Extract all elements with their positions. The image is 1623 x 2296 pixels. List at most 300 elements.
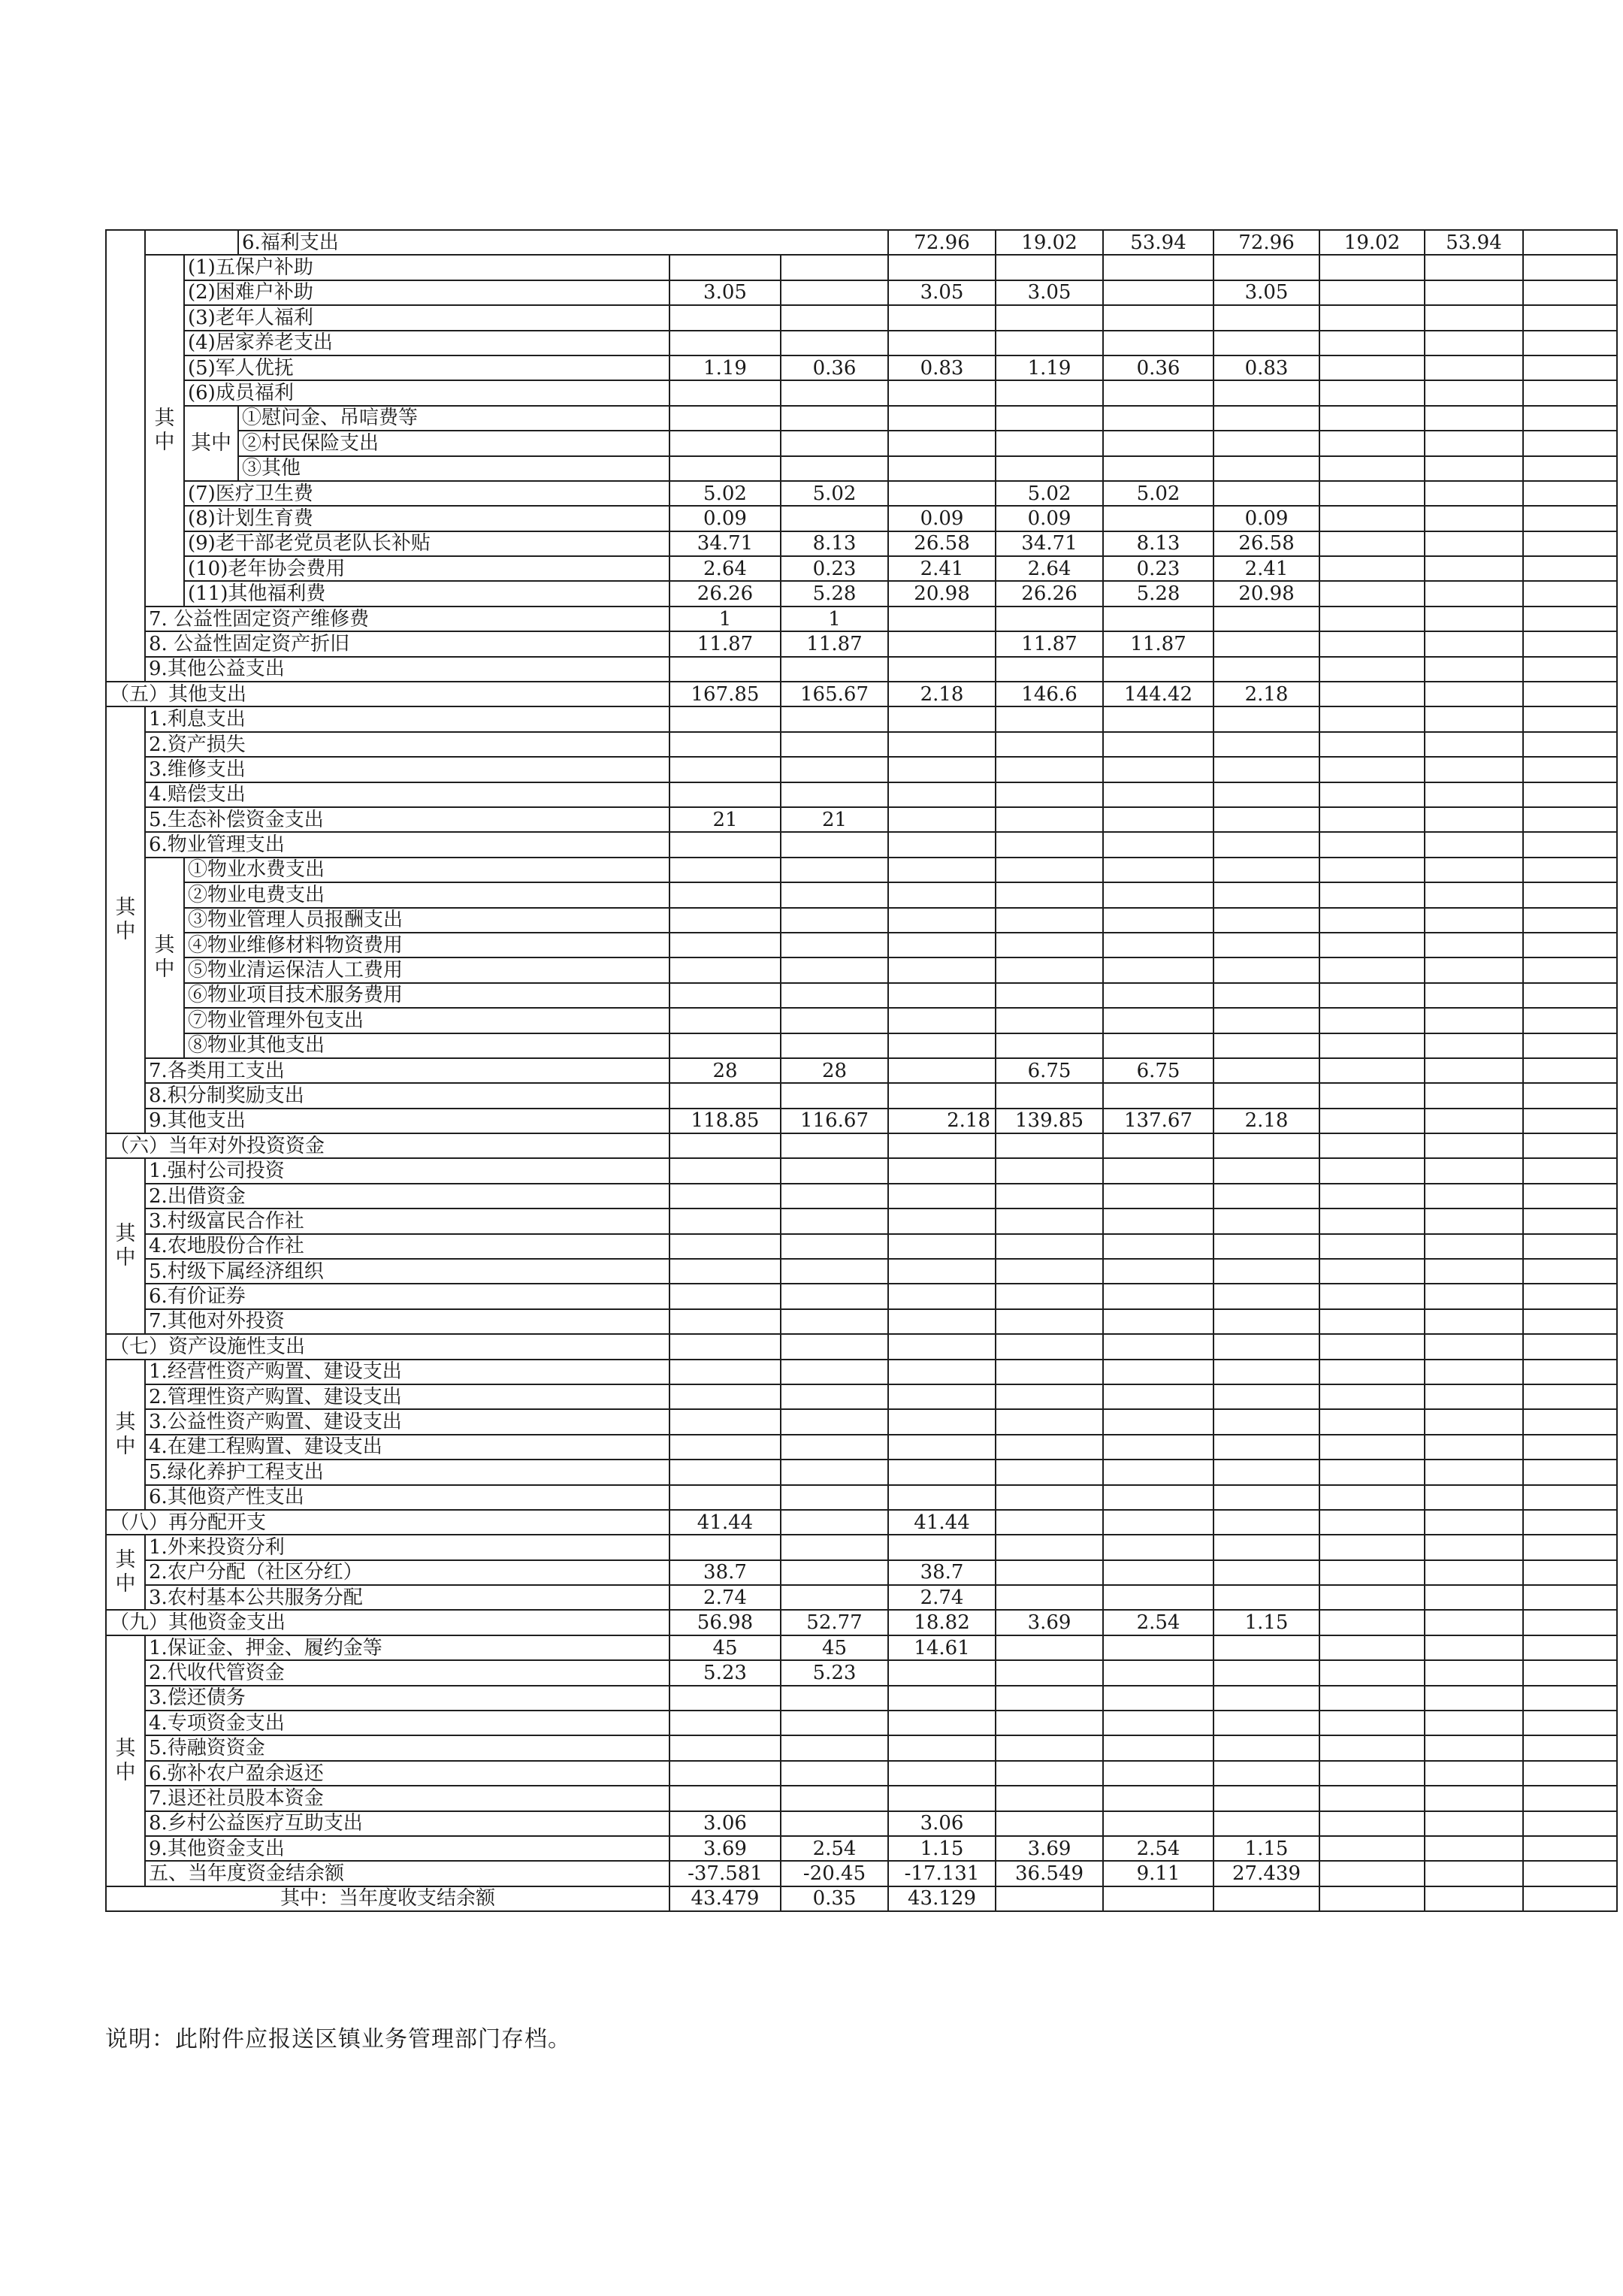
row-label: （七）资产设施性支出 [106, 1334, 669, 1359]
value-cell [669, 331, 781, 355]
value-cell [888, 1711, 996, 1735]
table-row [106, 832, 1617, 857]
value-cell [1425, 255, 1523, 280]
row-label: 2.代收代管资金 [145, 1660, 669, 1685]
value-cell [1213, 305, 1319, 330]
value-cell [781, 1133, 888, 1158]
row-label: (7)医疗卫生费 [184, 481, 669, 506]
value-cell [1319, 1209, 1425, 1233]
row-label: 6.福利支出 [238, 230, 888, 255]
value-cell [781, 1234, 888, 1259]
value-cell [1213, 957, 1319, 982]
table-row [106, 581, 1617, 606]
value-cell [1319, 1109, 1425, 1133]
value-cell [996, 1510, 1103, 1535]
row-label: 1.经营性资产购置、建设支出 [145, 1360, 669, 1384]
value-cell [888, 1284, 996, 1308]
value-cell [1425, 331, 1523, 355]
value-cell [1425, 1460, 1523, 1484]
value-cell [781, 456, 888, 481]
row-label: （五）其他支出 [106, 682, 669, 706]
value-cell [1523, 1735, 1617, 1760]
value-cell [1103, 1686, 1213, 1711]
value-cell: 2.41 [888, 556, 996, 581]
table-row [106, 1360, 1617, 1384]
value-cell [996, 1711, 1103, 1735]
value-cell [1523, 782, 1617, 807]
value-cell [1319, 1861, 1425, 1886]
value-cell [1319, 1158, 1425, 1183]
value-cell [1103, 607, 1213, 631]
row-label: 3.农村基本公共服务分配 [145, 1585, 669, 1610]
value-cell [1103, 1158, 1213, 1183]
value-cell [1213, 1886, 1319, 1911]
value-cell [669, 782, 781, 807]
value-cell [888, 1083, 996, 1108]
value-cell [888, 757, 996, 782]
row-label: 6.物业管理支出 [145, 832, 669, 857]
value-cell [1103, 1133, 1213, 1158]
value-cell [888, 908, 996, 933]
value-cell [1213, 1309, 1319, 1334]
value-cell [1319, 331, 1425, 355]
value-cell [1319, 1836, 1425, 1861]
row-label: 6.弥补农户盈余返还 [145, 1761, 669, 1786]
value-cell [1103, 983, 1213, 1008]
value-cell [781, 1811, 888, 1836]
value-cell [1319, 1384, 1425, 1409]
value-cell [1425, 1510, 1523, 1535]
value-cell [1213, 1234, 1319, 1259]
table-row [106, 882, 1617, 907]
value-cell [996, 1083, 1103, 1108]
value-cell [1425, 933, 1523, 957]
value-cell [888, 782, 996, 807]
value-cell [1425, 1109, 1523, 1133]
value-cell [1523, 1184, 1617, 1209]
table-row [106, 957, 1617, 982]
value-cell: 26.26 [669, 581, 781, 606]
value-cell [1523, 355, 1617, 380]
value-cell [1425, 380, 1523, 405]
value-cell: 3.05 [669, 280, 781, 305]
value-cell [1523, 531, 1617, 556]
value-cell [1319, 807, 1425, 832]
value-cell [1103, 1259, 1213, 1284]
value-cell [888, 1309, 996, 1334]
value-cell: 41.44 [669, 1510, 781, 1535]
value-cell: 1.19 [669, 355, 781, 380]
table-row [106, 1058, 1617, 1083]
value-cell [1103, 908, 1213, 933]
value-cell: 3.69 [669, 1836, 781, 1861]
value-cell: 8.13 [1103, 531, 1213, 556]
value-cell [1319, 1660, 1425, 1685]
value-cell: 3.69 [996, 1836, 1103, 1861]
table-row [106, 1460, 1617, 1484]
value-cell [1425, 1660, 1523, 1685]
table-row [106, 631, 1617, 656]
value-cell: 8.13 [781, 531, 888, 556]
value-cell [1213, 757, 1319, 782]
value-cell [996, 607, 1103, 631]
value-cell [669, 255, 781, 280]
value-cell [1425, 706, 1523, 731]
value-cell: 9.11 [1103, 1861, 1213, 1886]
value-cell [1523, 1334, 1617, 1359]
value-cell: 0.09 [888, 506, 996, 531]
value-cell: 6.75 [996, 1058, 1103, 1083]
value-cell [1103, 1008, 1213, 1033]
row-label: （八）再分配开支 [106, 1510, 669, 1535]
row-label: 五、当年度资金结余额 [145, 1861, 669, 1886]
value-cell [1319, 732, 1425, 757]
value-cell [1523, 882, 1617, 907]
value-cell [1103, 1735, 1213, 1760]
value-cell [1103, 1284, 1213, 1308]
value-cell [1523, 957, 1617, 982]
value-cell [1319, 682, 1425, 706]
value-cell [1213, 1460, 1319, 1484]
value-cell [1213, 1686, 1319, 1711]
value-cell [1213, 1585, 1319, 1610]
table-row [106, 556, 1617, 581]
value-cell [1319, 1259, 1425, 1284]
value-cell: 56.98 [669, 1610, 781, 1635]
group-label: 其 中 [106, 1535, 145, 1610]
value-cell [1523, 380, 1617, 405]
value-cell [1103, 1384, 1213, 1409]
table-row [106, 1409, 1617, 1434]
value-cell: 21 [669, 807, 781, 832]
value-cell [1523, 1761, 1617, 1786]
value-cell: 45 [781, 1635, 888, 1660]
value-cell [1425, 1560, 1523, 1585]
value-cell [1103, 1811, 1213, 1836]
row-label: 2.出借资金 [145, 1184, 669, 1209]
value-cell [669, 657, 781, 682]
value-cell [1425, 1259, 1523, 1284]
value-cell [1523, 1284, 1617, 1308]
value-cell [781, 1083, 888, 1108]
value-cell [1523, 481, 1617, 506]
value-cell [1523, 908, 1617, 933]
value-cell [1523, 1585, 1617, 1610]
value-cell [781, 1761, 888, 1786]
value-cell [1319, 1008, 1425, 1033]
value-cell [1523, 858, 1617, 882]
row-label: ⑦物业管理外包支出 [184, 1008, 669, 1033]
value-cell [1523, 631, 1617, 656]
value-cell [1103, 1635, 1213, 1660]
value-cell [1319, 1485, 1425, 1510]
value-cell [888, 456, 996, 481]
value-cell [1523, 255, 1617, 280]
table-row [106, 456, 1617, 481]
value-cell [1523, 1811, 1617, 1836]
value-cell [781, 983, 888, 1008]
table-row [106, 1184, 1617, 1209]
value-cell [669, 1209, 781, 1233]
value-cell [1425, 1711, 1523, 1735]
value-cell [996, 1133, 1103, 1158]
table-row [106, 657, 1617, 682]
row-label: 1.利息支出 [145, 706, 669, 731]
value-cell: 2.74 [669, 1585, 781, 1610]
value-cell [1523, 456, 1617, 481]
value-cell [1425, 1761, 1523, 1786]
value-cell [1213, 706, 1319, 731]
value-cell [888, 1485, 996, 1510]
table-row [106, 1686, 1617, 1711]
value-cell [996, 1585, 1103, 1610]
value-cell [1523, 1510, 1617, 1535]
table-row [106, 1836, 1617, 1861]
value-cell [781, 1008, 888, 1033]
value-cell [1425, 1234, 1523, 1259]
value-cell [669, 1158, 781, 1183]
value-cell [669, 1284, 781, 1308]
value-cell [1425, 882, 1523, 907]
value-cell: 3.06 [669, 1811, 781, 1836]
value-cell [1213, 631, 1319, 656]
row-label: 7. 公益性固定资产维修费 [145, 607, 669, 631]
value-cell [888, 832, 996, 857]
value-cell: 2.18 [888, 682, 996, 706]
table-row [106, 1560, 1617, 1585]
table-row [106, 1033, 1617, 1058]
table-row [106, 858, 1617, 882]
table-row [106, 431, 1617, 455]
value-cell [1319, 481, 1425, 506]
value-cell [669, 1735, 781, 1760]
value-cell: 53.94 [1103, 230, 1213, 255]
value-cell [781, 1334, 888, 1359]
value-cell [1425, 556, 1523, 581]
value-cell [996, 1485, 1103, 1510]
row-label: (5)军人优抚 [184, 355, 669, 380]
value-cell [1319, 983, 1425, 1008]
value-cell [1523, 682, 1617, 706]
row-label: 1.强村公司投资 [145, 1158, 669, 1183]
table-row [106, 682, 1617, 706]
value-cell [1425, 1158, 1523, 1183]
value-cell [996, 1735, 1103, 1760]
value-cell [1213, 331, 1319, 355]
value-cell [996, 1660, 1103, 1685]
value-cell: 2.54 [1103, 1836, 1213, 1861]
value-cell [1425, 1209, 1523, 1233]
table-row [106, 908, 1617, 933]
value-cell [1319, 1811, 1425, 1836]
row-label: 1.外来投资分利 [145, 1535, 669, 1559]
row-label: 1.保证金、押金、履约金等 [145, 1635, 669, 1660]
value-cell [996, 957, 1103, 982]
value-cell: 53.94 [1425, 230, 1523, 255]
value-cell [1319, 1360, 1425, 1384]
value-cell [1103, 1660, 1213, 1685]
value-cell: 0.09 [996, 506, 1103, 531]
value-cell [1523, 1033, 1617, 1058]
value-cell: 1 [669, 607, 781, 631]
value-cell [1319, 1635, 1425, 1660]
value-cell: 38.7 [669, 1560, 781, 1585]
value-cell [1103, 757, 1213, 782]
value-cell [1213, 1033, 1319, 1058]
value-cell: 34.71 [996, 531, 1103, 556]
value-cell [781, 732, 888, 757]
value-cell [1523, 305, 1617, 330]
row-label: ③其他 [238, 456, 669, 481]
value-cell: 5.02 [669, 481, 781, 506]
value-cell: 0.23 [1103, 556, 1213, 581]
value-cell [1425, 506, 1523, 531]
value-cell: 2.18 [888, 1109, 996, 1133]
value-cell [888, 657, 996, 682]
value-cell [669, 1259, 781, 1284]
value-cell [1523, 1309, 1617, 1334]
table-row [106, 1761, 1617, 1786]
value-cell [1523, 1209, 1617, 1233]
value-cell: 72.96 [888, 230, 996, 255]
row-label: ④物业维修材料物资费用 [184, 933, 669, 957]
value-cell [1319, 782, 1425, 807]
value-cell: -17.131 [888, 1861, 996, 1886]
table-row [106, 1234, 1617, 1259]
value-cell [1213, 1334, 1319, 1359]
group-label: 其中 [184, 406, 238, 481]
value-cell [669, 1535, 781, 1559]
value-cell [1523, 331, 1617, 355]
value-cell [1425, 757, 1523, 782]
value-cell [888, 1660, 996, 1685]
value-cell [996, 782, 1103, 807]
value-cell [1319, 1409, 1425, 1434]
value-cell [669, 957, 781, 982]
value-cell [1523, 1158, 1617, 1183]
value-cell [1523, 1485, 1617, 1510]
value-cell [1319, 456, 1425, 481]
value-cell [1425, 1686, 1523, 1711]
value-cell [669, 1409, 781, 1434]
value-cell [1425, 1836, 1523, 1861]
value-cell [1103, 1435, 1213, 1460]
group-label: 其 中 [106, 1360, 145, 1510]
value-cell [781, 305, 888, 330]
value-cell [1213, 1158, 1319, 1183]
value-cell: 28 [781, 1058, 888, 1083]
value-cell [1425, 406, 1523, 431]
value-cell [888, 1735, 996, 1760]
value-cell: 0.35 [781, 1886, 888, 1911]
value-cell: 118.85 [669, 1109, 781, 1133]
group-label: 其 中 [145, 255, 184, 606]
value-cell [1213, 1184, 1319, 1209]
value-cell [1319, 1560, 1425, 1585]
value-cell [1425, 1585, 1523, 1610]
value-cell [1523, 1660, 1617, 1685]
row-label: (1)五保户补助 [184, 255, 669, 280]
value-cell [1103, 1485, 1213, 1510]
value-cell [1319, 607, 1425, 631]
value-cell [1213, 1435, 1319, 1460]
value-cell [1319, 431, 1425, 455]
value-cell: 11.87 [996, 631, 1103, 656]
value-cell [888, 631, 996, 656]
row-label: 8.乡村公益医疗互助支出 [145, 1811, 669, 1836]
value-cell [1103, 506, 1213, 531]
value-cell [1213, 832, 1319, 857]
value-cell [781, 1585, 888, 1610]
value-cell [1103, 882, 1213, 907]
spacer-cell [145, 230, 238, 255]
value-cell [888, 1384, 996, 1409]
value-cell [996, 1786, 1103, 1810]
value-cell [1523, 406, 1617, 431]
value-cell [1523, 1836, 1617, 1861]
table-row [106, 807, 1617, 832]
table-row [106, 1133, 1617, 1158]
value-cell [781, 1735, 888, 1760]
value-cell: 146.6 [996, 682, 1103, 706]
value-cell: 1.15 [888, 1836, 996, 1861]
value-cell [888, 1234, 996, 1259]
row-label: 5.生态补偿资金支出 [145, 807, 669, 832]
value-cell [1213, 1360, 1319, 1384]
value-cell [1103, 1886, 1213, 1911]
value-cell [1213, 1008, 1319, 1033]
value-cell [1425, 1861, 1523, 1886]
value-cell [996, 406, 1103, 431]
value-cell [1523, 832, 1617, 857]
value-cell [781, 1686, 888, 1711]
value-cell [1425, 431, 1523, 455]
value-cell [781, 1711, 888, 1735]
value-cell [1425, 732, 1523, 757]
value-cell [1213, 1560, 1319, 1585]
value-cell [781, 1360, 888, 1384]
value-cell [781, 957, 888, 982]
value-cell [1425, 456, 1523, 481]
table-row [106, 983, 1617, 1008]
value-cell: 0.09 [1213, 506, 1319, 531]
value-cell [1103, 1309, 1213, 1334]
value-cell [888, 1259, 996, 1284]
value-cell [1425, 581, 1523, 606]
table-row [106, 1510, 1617, 1535]
value-cell [996, 380, 1103, 405]
row-label: 8.积分制奖励支出 [145, 1083, 669, 1108]
value-cell [996, 1409, 1103, 1434]
value-cell [996, 1635, 1103, 1660]
row-label: (8)计划生育费 [184, 506, 669, 531]
value-cell [1319, 1309, 1425, 1334]
value-cell [1103, 1510, 1213, 1535]
value-cell [888, 1058, 996, 1083]
value-cell: 1 [781, 607, 888, 631]
value-cell [1319, 1535, 1425, 1559]
value-cell [1103, 280, 1213, 305]
table-row [106, 481, 1617, 506]
value-cell [1213, 933, 1319, 957]
value-cell [781, 1259, 888, 1284]
row-label: 7.退还社员股本资金 [145, 1786, 669, 1810]
value-cell: 2.54 [1103, 1610, 1213, 1635]
value-cell [888, 882, 996, 907]
value-cell [1103, 1460, 1213, 1484]
row-label: 9.其他资金支出 [145, 1836, 669, 1861]
row-label: 5.村级下属经济组织 [145, 1259, 669, 1284]
